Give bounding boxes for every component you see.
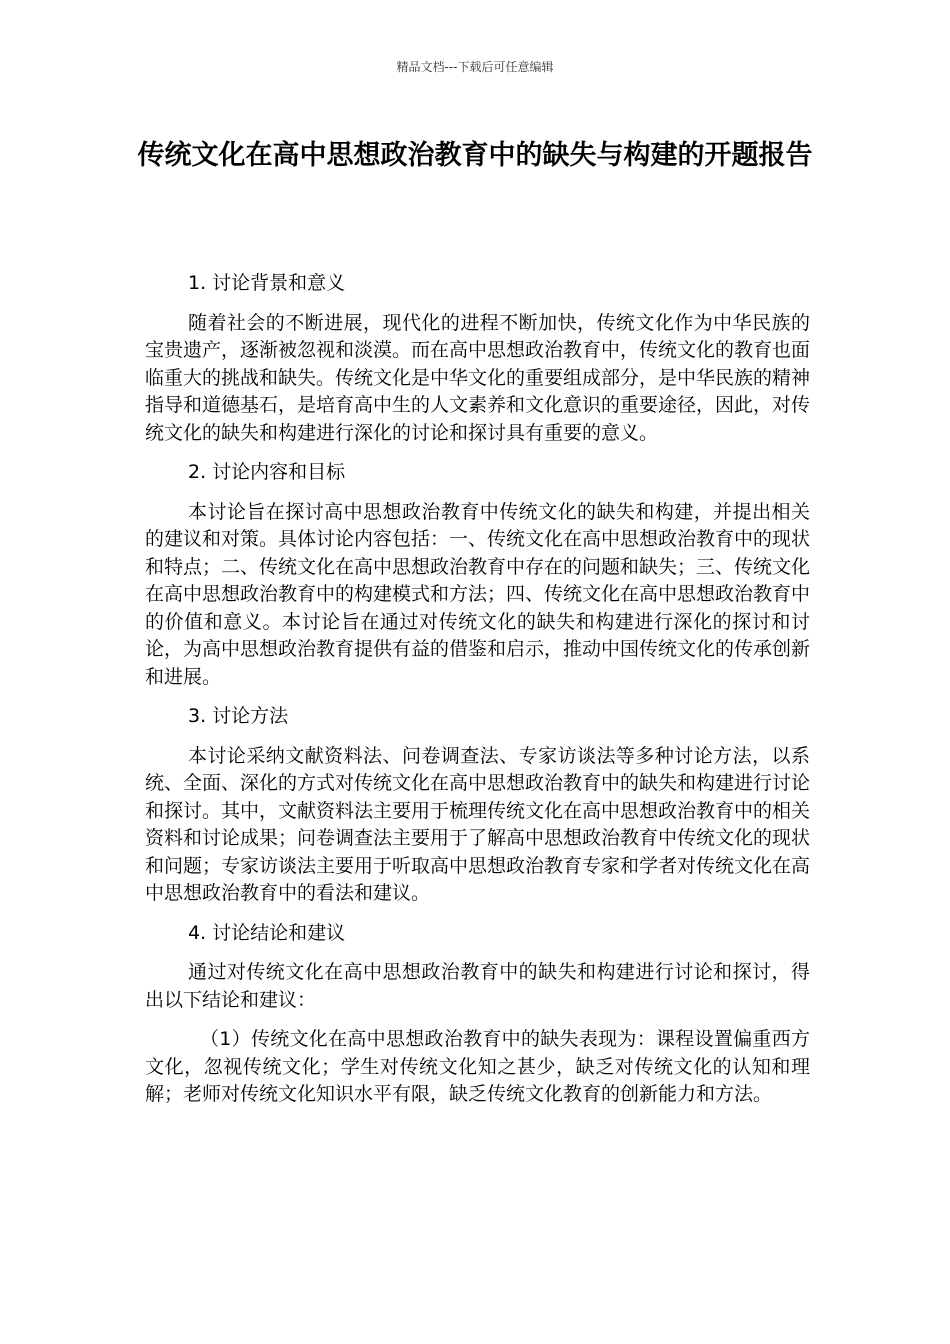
- section-heading: 2. 讨论内容和目标: [188, 461, 346, 483]
- list-paragraph: （1）传统文化在高中思想政治教育中的缺失表现为：课程设置偏重西方文化，忽视传统文化；学生对传统文化知之甚少，缺乏对传统文化的认知和理解；老师对传统文化知识水平有限，缺乏传统文化教育的创新能力和方法。: [145, 1028, 810, 1105]
- body-paragraph: 本讨论旨在探讨高中思想政治教育中传统文化的缺失和构建，并提出相关的建议和对策。具体讨论内容包括：一、传统文化在高中思想政治教育中的现状和特点；二、传统文化在高中思想政治教育中存在的问题和缺失；三、传统文化在高中思想政治教育中的构建模式和方法；四、传统文化在高中思想政治教育中的价值和意义。本讨论旨在通过对传统文化的缺失和构建进行深化的探讨和讨论，为高中思想政治教育提供有益的借鉴和启示，推动中国传统文化的传承创新和进展。: [145, 500, 811, 688]
- section-heading: 1. 讨论背景和意义: [188, 272, 346, 294]
- section-heading: 3. 讨论方法: [188, 705, 289, 727]
- document-body: [145, 270, 810, 1121]
- body-paragraph: 通过对传统文化在高中思想政治教育中的缺失和构建进行讨论和探讨，得出以下结论和建议：: [145, 961, 810, 1011]
- page-header: 精品文档---下载后可任意编辑: [396, 60, 554, 74]
- body-paragraph: 本讨论采纳文献资料法、问卷调查法、专家访谈法等多种讨论方法，以系统、全面、深化的方式对传统文化在高中思想政治教育中的缺失和构建进行讨论和探讨。其中，文献资料法主要用于梳理传统文化在高中思想政治教育中的相关资料和讨论成果；问卷调查法主要用于了解高中思想政治教育中传统文化的现状和问题；专家访谈法主要用于听取高中思想政治教育专家和学者对传统文化在高中思想政治教育中的看法和建议。: [145, 744, 811, 904]
- section-heading: 4. 讨论结论和建议: [188, 921, 346, 944]
- document-title: 传统文化在高中思想政治教育中的缺失与构建的开题报告: [137, 140, 813, 171]
- body-paragraph: 随着社会的不断进展，现代化的进程不断加快，传统文化作为中华民族的宝贵遗产，逐渐被忽视和淡漠。而在高中思想政治教育中，传统文化的教育也面临重大的挑战和缺失。传统文化是中华文化的重要组成部分，是中华民族的精神指导和道德基石，是培育高中生的人文素养和文化意识的重要途径，因此，对传统文化的缺失和构建进行深化的讨论和探讨具有重要的意义。: [145, 311, 811, 444]
